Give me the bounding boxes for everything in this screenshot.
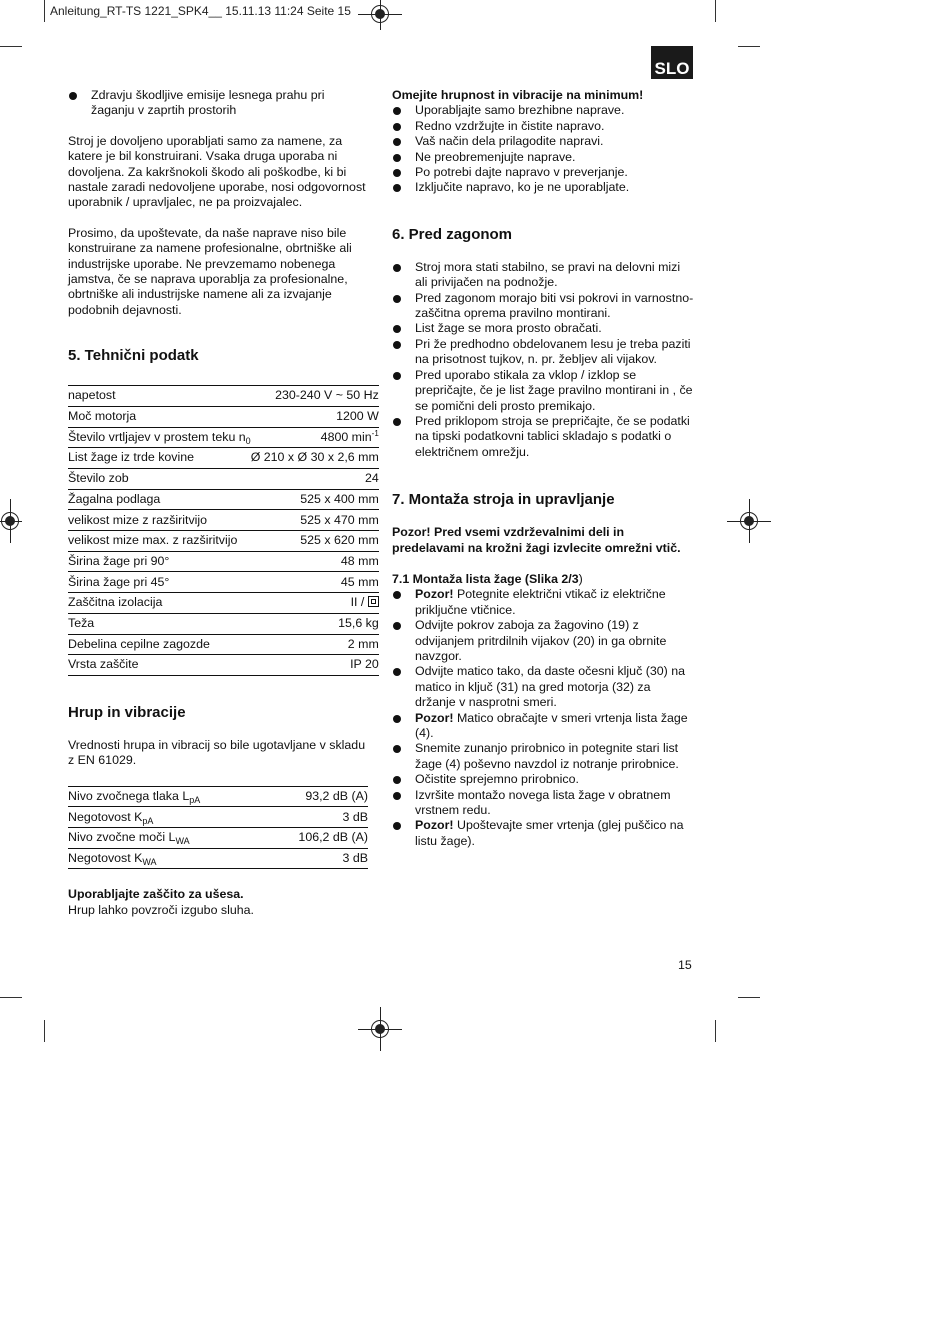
spec-value-text: 525 x 400 mm xyxy=(300,491,379,506)
s6-list xyxy=(392,260,694,460)
s71-list xyxy=(392,587,694,849)
table-row xyxy=(68,386,379,407)
table-row xyxy=(68,469,379,490)
list-item: Uporabljajte samo brezhibne naprave. xyxy=(392,103,694,118)
page-number: 15 xyxy=(678,958,692,972)
print-header: Anleitung_RT-TS 1221_SPK4__ 15.11.13 11:24 Seite 15 xyxy=(50,4,351,18)
list-item-text: Matico obračajte v smeri vrtenja lista žage (4). xyxy=(415,710,688,740)
spec-label xyxy=(68,386,251,407)
table-row xyxy=(68,613,379,634)
spec-value-text: 93,2 dB (A) xyxy=(305,788,368,803)
spec-value-text: 3 dB xyxy=(342,809,368,824)
warning-label: Pozor! xyxy=(415,818,454,833)
spec-value-text: 2 mm xyxy=(347,636,379,651)
list-item xyxy=(392,818,694,849)
list-item-text: Izvršite montažo novega lista žage v obratnem vrstnem redu. xyxy=(415,787,671,818)
crop-mark xyxy=(0,997,22,998)
spec-label xyxy=(68,406,251,427)
spec-label xyxy=(68,572,251,593)
registration-mark-icon xyxy=(371,1020,389,1038)
spec-label-text: Zaščitna izolacija xyxy=(68,595,163,610)
section-subtitle: Omejite hrupnost in vibracije na minimum! xyxy=(392,88,644,102)
section-title: 7. Montaža stroja in upravljanje xyxy=(392,491,615,509)
spec-label-subscript: WA xyxy=(142,856,157,867)
spec-value-text: 15,6 kg xyxy=(338,615,379,630)
spec-value-text: IP 20 xyxy=(350,657,379,672)
spec-label xyxy=(68,469,251,490)
paragraph: Hrup lahko povzroči izgubo sluha. xyxy=(68,902,254,917)
list-item-text: Odvijte matico tako, da daste očesni ključ (30) na matico in ključ (31) na gred motorja (32) za držanje v nasprotni smeri. xyxy=(415,664,685,710)
spec-label-text: Moč motorja xyxy=(68,409,137,424)
subsection-title-close: ) xyxy=(578,571,583,586)
spec-label xyxy=(68,634,251,655)
crop-mark xyxy=(715,1020,716,1042)
paragraph: Prosimo, da upoštevate, da naše naprave niso bile konstruirane za namene profesionalne, obrtniške ali industrijske uporabe. Ne prevzemamo nobenega jamstva, če se naprava uporablja za profesionalne, obrtniške ali industrijske namene ali za izvajanje podobnih dejavnosti. xyxy=(68,225,352,317)
spec-label-text: velikost mize z razširitvijo xyxy=(68,512,208,527)
crop-mark xyxy=(715,0,716,22)
spec-label xyxy=(68,807,265,828)
list-item: Izključite napravo, ko je ne uporabljate. xyxy=(392,180,694,195)
spec-label-text: velikost mize max. z razširitvijo xyxy=(68,533,238,548)
spec-value xyxy=(251,448,379,469)
list-item: Pred zagonom morajo biti vsi pokrovi in varnostno-zaščitna oprema pravilno montirani. xyxy=(392,291,694,322)
table-row xyxy=(68,655,379,676)
subsection-title-text: 7.1 Montaža lista žage (Slika 2/3 xyxy=(392,571,579,586)
spec-label-text: Žagalna podlaga xyxy=(68,491,161,506)
list-item: Vaš način dela prilagodite napravi. xyxy=(392,134,694,149)
table-row xyxy=(68,448,379,469)
section-title: 5. Tehnični podatk xyxy=(68,347,199,365)
spec-value xyxy=(265,848,368,869)
paragraph: Vrednosti hrupa in vibracij so bile ugotavljane v skladu z EN 61029. xyxy=(68,737,366,768)
warning-label: Pozor! xyxy=(415,710,454,725)
spec-value-text: 525 x 620 mm xyxy=(300,533,379,548)
spec-label-subscript: pA xyxy=(142,815,154,826)
table-row xyxy=(68,828,368,849)
list-item xyxy=(392,772,694,787)
crop-mark xyxy=(738,997,760,998)
list-item-text: Snemite zunanjo prirobnico in potegnite stari list žage (4) poševno navzdol iz notranje prirobnice. xyxy=(415,741,679,771)
list-item: Pri že predhodno obdelovanem lesu je treba paziti na prisotnost tujkov, n. pr. žebljev ali vijakov. xyxy=(392,337,694,368)
spec-value-text: 525 x 470 mm xyxy=(300,512,379,527)
list-item: Pred uporabo stikala za vklop / izklop se prepričajte, če je list žage pravilno montirani in , če se pomični deli prosto premikajo. xyxy=(392,368,694,414)
spec-label-subscript: 0 xyxy=(245,435,251,446)
list-item-text: Očistite sprejemno prirobnico. xyxy=(415,772,579,787)
spec-label-text: Število zob xyxy=(68,471,129,486)
spec-value xyxy=(251,634,379,655)
spec-value xyxy=(251,551,379,572)
list-item-text: Potegnite električni vtikač iz električne priključne vtičnice. xyxy=(415,587,666,617)
spec-label-text: List žage iz trde kovine xyxy=(68,450,195,465)
spec-label xyxy=(68,848,265,869)
spec-value-text: 3 dB xyxy=(342,850,368,865)
list-item-text: Upoštevajte smer vrtenja (glej puščico na listu žage). xyxy=(415,818,684,848)
spec-value xyxy=(265,807,368,828)
crop-mark xyxy=(44,0,45,22)
double-insulation-icon xyxy=(368,596,379,607)
language-tab: SLO xyxy=(651,46,693,79)
list-item: Pred priklopom stroja se prepričajte, če se podatki na tipski podatkovni tablici skladajo s podatki o električnem omrežju. xyxy=(392,414,694,460)
spec-label xyxy=(68,427,251,448)
spec-value xyxy=(251,427,379,448)
list-item: Ne preobremenjujte naprave. xyxy=(392,150,694,165)
table-row xyxy=(68,510,379,531)
spec-value-text: 1200 W xyxy=(336,409,379,424)
spec-label xyxy=(68,489,251,510)
section-title: 6. Pred zagonom xyxy=(392,225,513,243)
spec-label xyxy=(68,551,251,572)
table-row xyxy=(68,593,379,614)
list-item xyxy=(392,788,694,819)
spec-label xyxy=(68,613,251,634)
spec-label xyxy=(68,593,251,614)
spec-label-text: Širina žage pri 45° xyxy=(68,574,170,589)
spec-value-text: 45 mm xyxy=(340,574,379,589)
registration-mark-icon xyxy=(1,512,19,530)
spec-value xyxy=(251,531,379,552)
spec-value-text: Ø 210 x Ø 30 x 2,6 mm xyxy=(250,450,379,465)
spec-label-text: Negotovost K xyxy=(68,809,143,824)
spec-label-text: Debelina cepilne zagozde xyxy=(68,636,210,651)
spec-label xyxy=(68,448,251,469)
spec-label xyxy=(68,510,251,531)
crop-mark xyxy=(44,1020,45,1042)
registration-mark-icon xyxy=(740,512,758,530)
limit-list xyxy=(392,103,694,195)
spec-label xyxy=(68,828,265,849)
tech-spec-table xyxy=(68,385,379,676)
spec-value xyxy=(251,386,379,407)
spec-value xyxy=(251,655,379,676)
spec-value-text: 106,2 dB (A) xyxy=(298,830,368,845)
spec-label-text: napetost xyxy=(68,388,116,403)
spec-label xyxy=(68,786,265,807)
list-item: Stroj mora stati stabilno, se pravi na delovni mizi ali privijačen na podnožje. xyxy=(392,260,694,291)
list-item xyxy=(392,711,694,742)
right-column xyxy=(392,88,694,849)
spec-value xyxy=(265,828,368,849)
warning-label: Pozor! xyxy=(415,587,454,602)
left-column xyxy=(68,88,379,918)
warning-text: Pozor! Pred vsemi vzdrževalnimi deli in predelavami na krožni žagi izvlecite omrežni vtič. xyxy=(392,525,681,555)
spec-value-text: 24 xyxy=(364,471,379,486)
table-row xyxy=(68,531,379,552)
list-item xyxy=(392,664,694,710)
spec-label-text: Širina žage pri 90° xyxy=(68,553,170,568)
spec-value xyxy=(251,510,379,531)
table-row xyxy=(68,427,379,448)
spec-value-text: II / xyxy=(350,595,368,610)
spec-label-text: Negotovost K xyxy=(68,850,143,865)
spec-value xyxy=(265,786,368,807)
spec-value-text: 230-240 V ~ 50 Hz xyxy=(275,388,379,403)
list-item-text: Odvijte pokrov zaboja za žagovino (19) z odvijanjem pritrdilnih vijakov (20) in ga obrnite navzgor. xyxy=(415,618,667,663)
table-row xyxy=(68,406,379,427)
table-row xyxy=(68,551,379,572)
list-item: Po potrebi dajte napravo v preverjanje. xyxy=(392,165,694,180)
registration-mark-icon xyxy=(371,5,389,23)
crop-mark xyxy=(0,46,22,47)
spec-value xyxy=(251,489,379,510)
spec-value xyxy=(251,613,379,634)
paragraph: Stroj je dovoljeno uporabljati samo za namene, za katere je bil konstruirani. Vsaka druga uporaba ni dovoljena. Za kakršnokoli škodo ali poškodbe, ki bi nastale zaradi nedovoljene uporabe, nosi odgovornost uporabnik / upravljalec, ne pa proizvajalec. xyxy=(68,133,366,210)
table-row xyxy=(68,807,368,828)
spec-label-text: Število vrtljajev v prostem teku n xyxy=(68,429,246,444)
section-title: Hrup in vibracije xyxy=(68,703,186,721)
spec-label-subscript: pA xyxy=(189,794,201,805)
spec-label-subscript: WA xyxy=(175,836,190,847)
spec-label-text: Teža xyxy=(68,615,95,630)
spec-label-text: Nivo zvočnega tlaka L xyxy=(68,788,190,803)
list-item xyxy=(392,618,694,664)
spec-value xyxy=(251,406,379,427)
list-item xyxy=(392,741,694,772)
list-item: List žage se mora prosto obračati. xyxy=(392,321,694,336)
table-row xyxy=(68,786,368,807)
spec-value xyxy=(251,572,379,593)
spec-value-superscript: -1 xyxy=(371,428,379,438)
table-row xyxy=(68,848,368,869)
spec-label xyxy=(68,655,251,676)
spec-value-text: 4800 min xyxy=(320,429,372,444)
spec-value xyxy=(251,469,379,490)
subsection-title xyxy=(392,572,694,587)
noise-table xyxy=(68,786,368,870)
spec-label-text: Vrsta zaščite xyxy=(68,657,139,672)
list-item xyxy=(392,587,694,618)
table-row xyxy=(68,634,379,655)
table-row xyxy=(68,572,379,593)
list-item: Zdravju škodljive emisije lesnega prahu pri žaganju v zaprtih prostorih xyxy=(68,88,368,119)
list-item: Redno vzdržujte in čistite napravo. xyxy=(392,119,694,134)
warning-heading: Uporabljajte zaščito za ušesa. xyxy=(68,887,244,902)
spec-label xyxy=(68,531,251,552)
spec-label-text: Nivo zvočne moči L xyxy=(68,830,176,845)
table-row xyxy=(68,489,379,510)
spec-value xyxy=(251,593,379,614)
crop-mark xyxy=(738,46,760,47)
spec-value-text: 48 mm xyxy=(340,553,379,568)
